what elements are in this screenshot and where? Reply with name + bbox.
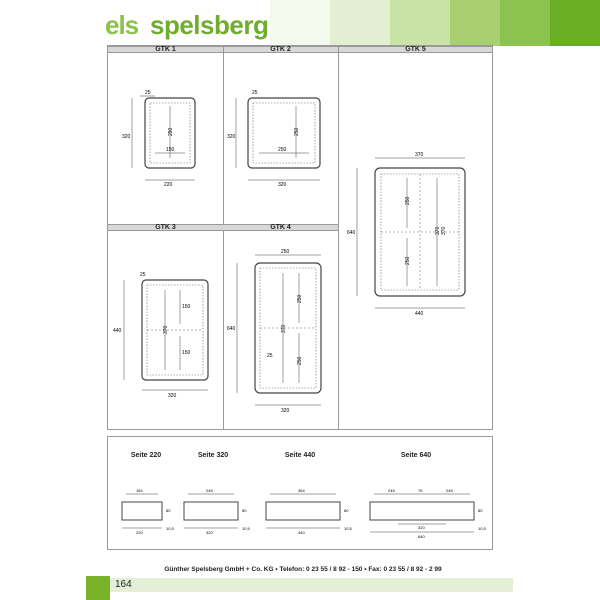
gtk4-dim-top: 250 xyxy=(281,249,290,255)
s440-h2: 10,5 xyxy=(344,526,352,531)
gtk3-dim-top: 25 xyxy=(140,272,146,278)
s220-w-bot: 220 xyxy=(136,530,143,535)
s440-w-bot: 440 xyxy=(298,530,305,535)
gtk3-dim-b: 370 xyxy=(163,325,169,334)
gtk4-dim-side: 25 xyxy=(267,353,273,359)
gtk1-dim-outer-h: 320 xyxy=(122,134,131,140)
gtk2-dim-inner-h: 250 xyxy=(294,127,300,136)
gtk2-drawing xyxy=(224,58,336,188)
s320-h2: 10,5 xyxy=(242,526,250,531)
s220-h2: 10,5 xyxy=(166,526,174,531)
footer-bar xyxy=(108,578,513,592)
gtk1-dim-inner-h: 290 xyxy=(168,127,174,136)
gtk3-dim-a: 150 xyxy=(182,304,191,310)
s320-w-bot: 320 xyxy=(206,530,213,535)
gtk5-dim-a: 250 xyxy=(405,196,411,205)
gtk4-drawing xyxy=(225,245,337,420)
s640-w-bot: 640 xyxy=(418,534,425,539)
col-header-gtk3: GTK 3 xyxy=(155,224,176,231)
s640-w-b: 75 xyxy=(418,488,423,493)
side-views-drawing xyxy=(108,482,494,547)
gtk5-dim-outer-w: 440 xyxy=(415,311,424,317)
side-640-box xyxy=(370,502,474,520)
gtk3-dim-outer-w: 320 xyxy=(168,393,177,399)
gtk5-drawing xyxy=(345,150,485,320)
footer-company-info: Günther Spelsberg GmbH + Co. KG • Telefon: 0 23 55 / 8 92 - 150 • Fax: 0 23 55 / 8 92 - 2 99 xyxy=(164,566,442,573)
header-stripes xyxy=(270,0,600,46)
logo-els: els xyxy=(105,10,139,40)
side-label-220: Seite 220 xyxy=(130,452,162,459)
col-header-gtk4: GTK 4 xyxy=(270,224,291,231)
side-label-440: Seite 440 xyxy=(284,452,316,459)
gtk4-dim-b: 370 xyxy=(281,324,287,333)
gtk3-dim-outer-h: 440 xyxy=(113,328,122,334)
s320-h: 80 xyxy=(242,508,247,513)
gtk2-inner xyxy=(253,103,315,163)
s640-w-mid: 320 xyxy=(418,525,425,530)
gtk5-dim-d: 370 xyxy=(441,226,447,235)
gtk3-drawing xyxy=(110,262,220,420)
side-220-box xyxy=(122,502,162,520)
gtk1-dim-inner-w: 150 xyxy=(166,147,175,153)
gtk4-dim-outer-w: 320 xyxy=(281,408,290,414)
gtk3-dim-c: 150 xyxy=(182,350,191,356)
side-320-box xyxy=(184,502,238,520)
side-views-panel xyxy=(107,436,493,550)
gtk1-drawing xyxy=(110,58,220,188)
gtk2-outline xyxy=(248,98,320,168)
s640-w-c: 245 xyxy=(446,488,453,493)
s220-w-top: 164 xyxy=(136,488,143,493)
s440-w-top: 364 xyxy=(298,488,305,493)
gtk5-dim-b: 370 xyxy=(435,226,441,235)
gtk4-dim-a: 250 xyxy=(297,294,303,303)
s220-h: 80 xyxy=(166,508,171,513)
gtk5-dim-top: 370 xyxy=(415,152,424,158)
divider xyxy=(338,46,339,429)
gtk2-dim-inner-w: 250 xyxy=(278,147,287,153)
gtk5-dim-c: 250 xyxy=(405,256,411,265)
s320-w-top: 245 xyxy=(206,488,213,493)
logo-spelsberg: spelsberg xyxy=(150,10,269,40)
gtk5-dim-outer-h: 640 xyxy=(347,230,356,236)
s640-h2: 10,5 xyxy=(478,526,486,531)
footer-green-block xyxy=(86,576,110,600)
gtk4-dim-c: 250 xyxy=(297,356,303,365)
col-header-gtk1: GTK 1 xyxy=(155,46,176,53)
gtk1-dim-outer-w: 220 xyxy=(164,182,173,188)
gtk1-dim-top: 25 xyxy=(145,90,151,96)
s640-w-a: 245 xyxy=(388,488,395,493)
gtk2-dim-top: 25 xyxy=(252,90,258,96)
col-header-gtk5: GTK 5 xyxy=(405,46,426,53)
gtk4-dim-outer-h: 640 xyxy=(227,326,236,332)
gtk2-dim-outer-w: 320 xyxy=(278,182,287,188)
gtk2-dim-outer-h: 320 xyxy=(227,134,236,140)
side-label-640: Seite 640 xyxy=(400,452,432,459)
side-label-320: Seite 320 xyxy=(197,452,229,459)
s640-h: 80 xyxy=(478,508,483,513)
col-header-gtk2: GTK 2 xyxy=(270,46,291,53)
side-440-box xyxy=(266,502,340,520)
s440-h: 80 xyxy=(344,508,349,513)
page-number: 164 xyxy=(115,579,132,590)
